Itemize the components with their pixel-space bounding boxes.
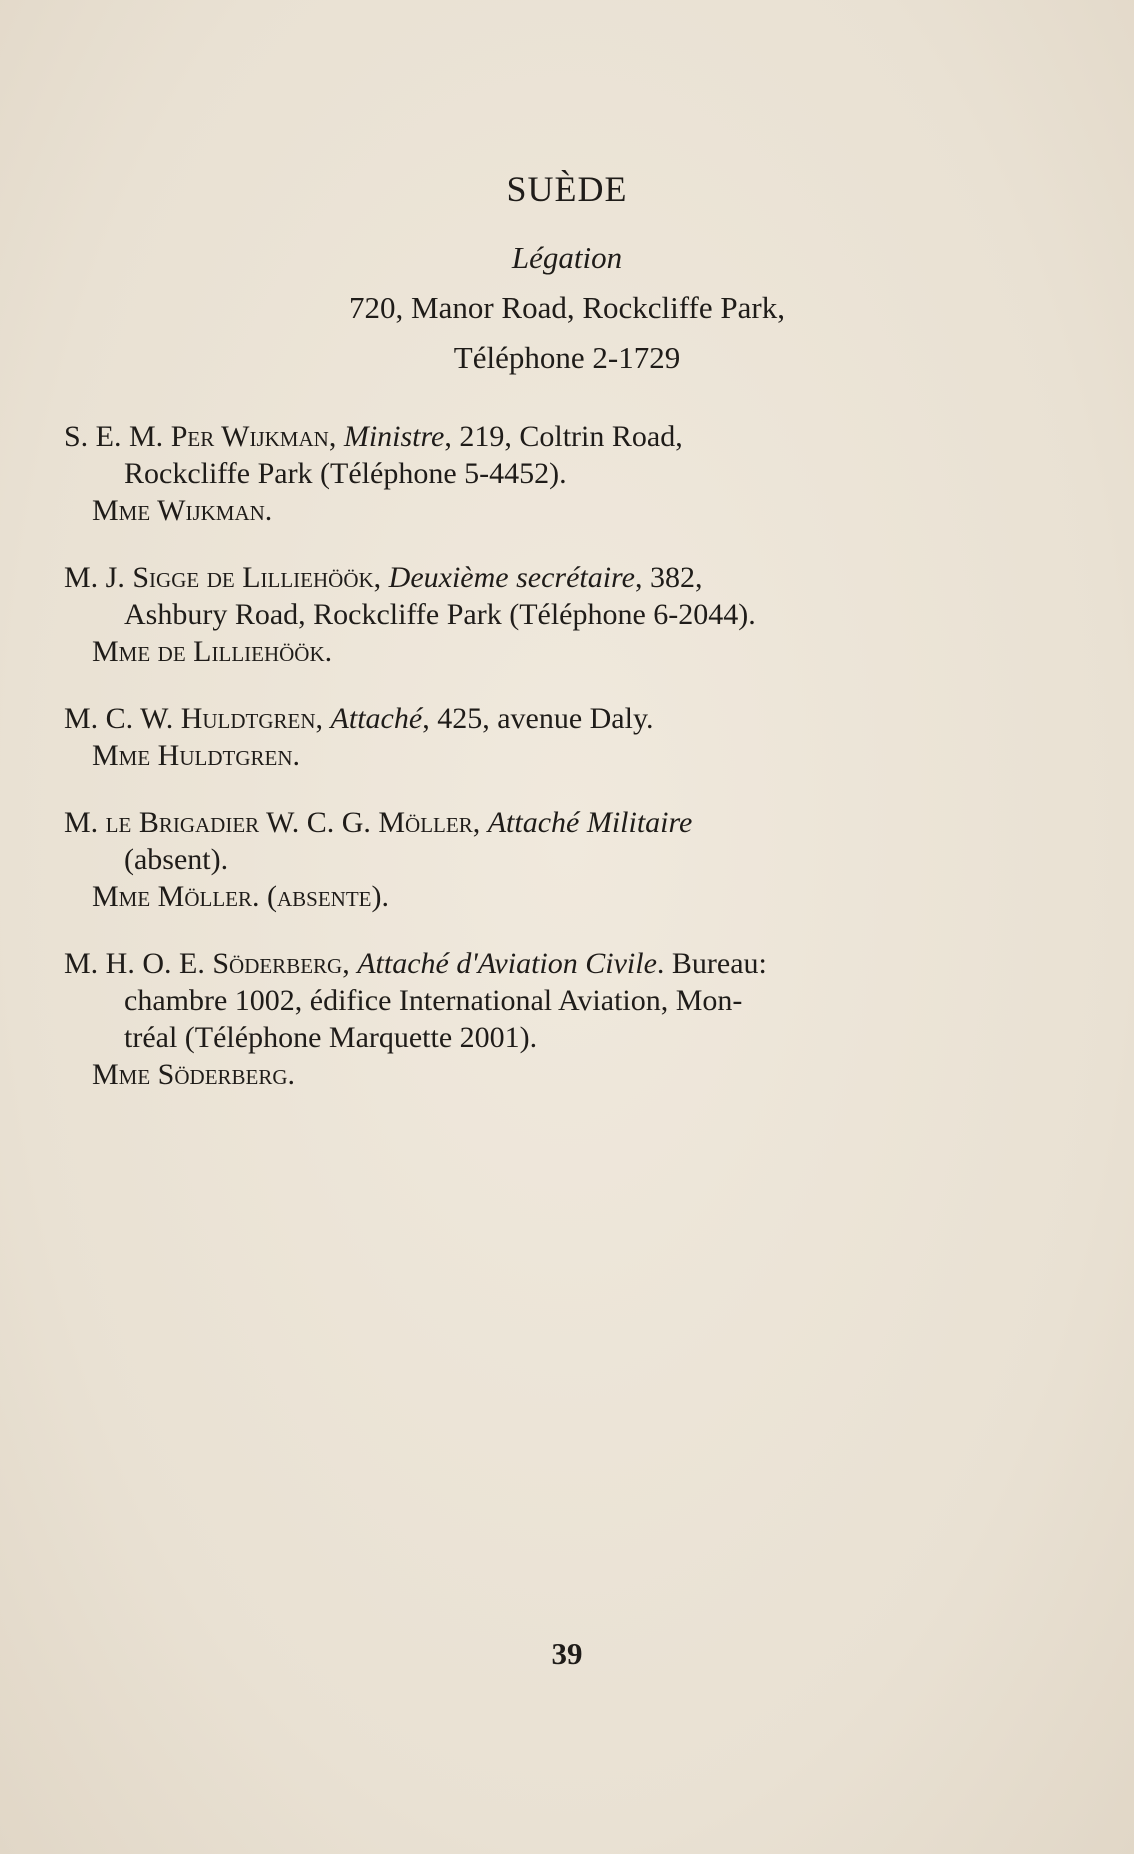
entry-spouse: Mme Wijkman. [92, 494, 273, 527]
entry-address-line: tréal (Téléphone Marquette 2001). [124, 1021, 538, 1054]
entry-prefix: M. le [64, 806, 132, 839]
entry-title: Deuxième secrétaire [388, 561, 635, 594]
legation-telephone: Téléphone 2-1729 [453, 340, 681, 375]
legation-heading: Légation [511, 240, 623, 275]
entry-address-start: , 219, Coltrin Road, [444, 420, 683, 453]
entry-prefix: M. H. O. E. [64, 947, 205, 980]
legation-address: 720, Manor Road, Rockcliffe Park, [349, 290, 785, 325]
entry-spouse: Mme Huldtgren. [92, 739, 300, 772]
entry-spouse: Mme Möller. (absente). [92, 880, 389, 913]
staff-entry: M. H. O. E. Söderberg, Attaché d'Aviation Civile. Bureau: chambre 1002, édifice International Aviation, Mon- tréal (Téléphone Marquette 2001). Mme Söderberg. [64, 945, 964, 1093]
entry-name: Per Wijkman [170, 420, 329, 453]
country-heading: SUÈDE [506, 169, 628, 209]
entry-address-start: , 425, avenue Daly. [422, 702, 654, 735]
entry-prefix: S. E. M. [64, 420, 164, 453]
entry-address-line: chambre 1002, édifice International Aviation, Mon- [124, 984, 743, 1017]
entry-address-line: Ashbury Road, Rockcliffe Park (Téléphone 6-2044). [124, 598, 756, 631]
entry-title: Attaché d'Aviation Civile [357, 947, 657, 980]
entry-title: Attaché Militaire [487, 806, 693, 839]
entry-prefix: M. J. [64, 561, 125, 594]
page-number: 39 [551, 1636, 583, 1671]
entry-prefix: M. C. W. [64, 702, 174, 735]
staff-list [64, 418, 964, 1123]
entry-title: Ministre [343, 420, 445, 453]
staff-entry: S. E. M. Per Wijkman, Ministre, 219, Coltrin Road, Rockcliffe Park (Téléphone 5-4452). Mme Wijkman. [64, 418, 964, 529]
staff-entry: M. le Brigadier W. C. G. Möller, Attaché Militaire (absent). Mme Möller. (absente). [64, 804, 964, 915]
staff-entry: M. C. W. Huldtgren, Attaché, 425, avenue Daly. Mme Huldtgren. [64, 700, 964, 774]
entry-name: Sigge de Lilliehöök [132, 561, 374, 594]
entry-address-start: . Bureau: [656, 947, 767, 980]
entry-address-start: , 382, [634, 561, 703, 594]
entry-spouse: Mme Söderberg. [92, 1058, 296, 1091]
entry-spouse: Mme de Lilliehöök. [92, 635, 333, 668]
staff-entry: M. J. Sigge de Lilliehöök, Deuxième secrétaire, 382, Ashbury Road, Rockcliffe Park (Téléphone 6-2044). Mme de Lilliehöök. [64, 559, 964, 670]
entry-address-line: (absent). [124, 843, 229, 876]
entry-address-line: Rockcliffe Park (Téléphone 5-4452). [124, 457, 567, 490]
entry-name: Huldtgren [180, 702, 316, 735]
entry-name: Söderberg [212, 947, 343, 980]
entry-name: Brigadier W. C. G. Möller [138, 806, 473, 839]
entry-title: Attaché [330, 702, 423, 735]
